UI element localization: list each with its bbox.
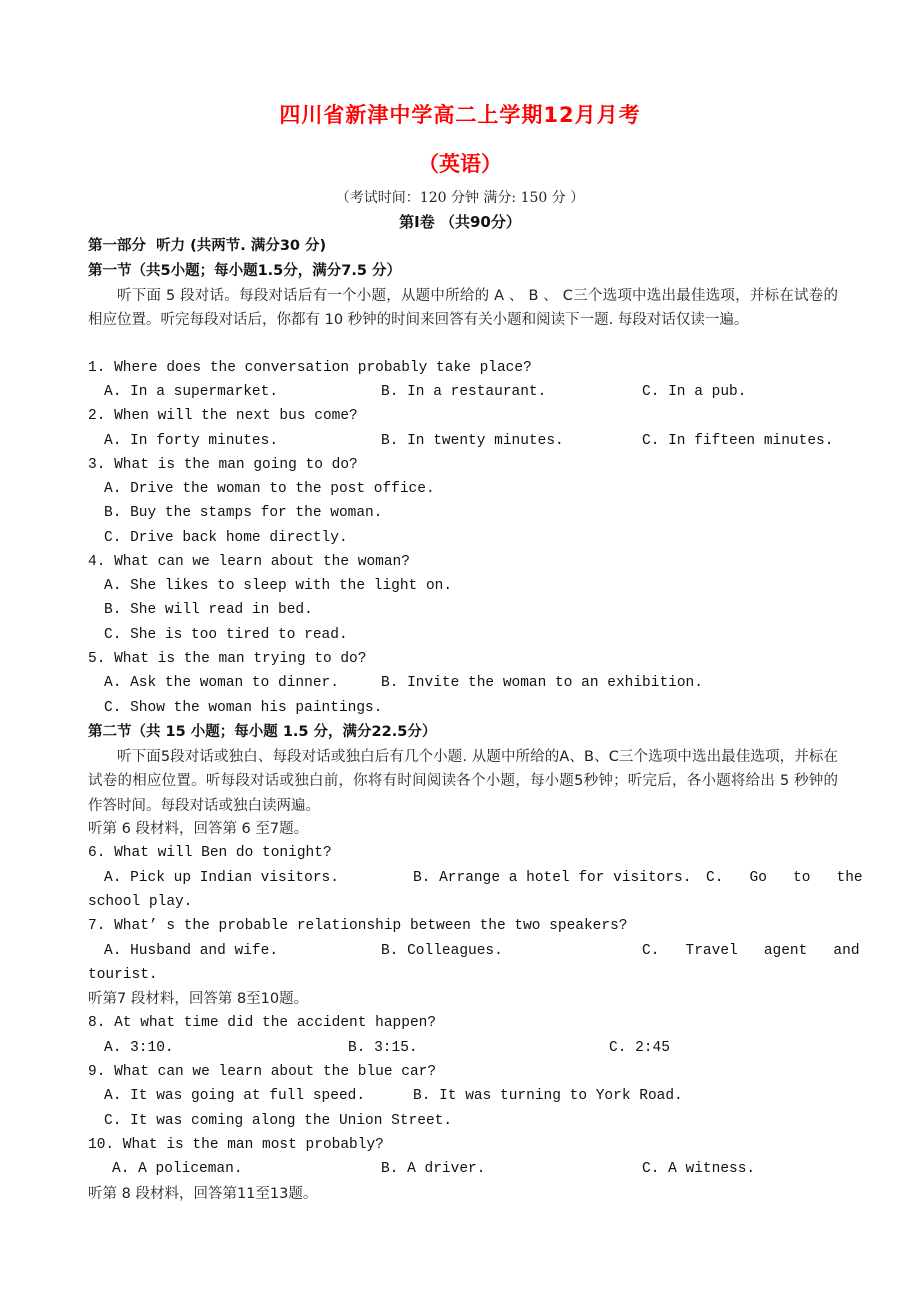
q6-option-c: C. Go to the	[706, 870, 863, 886]
page-title: 四川省新津中学高二上学期12月月考	[279, 103, 641, 127]
q4-option-b: B. She will read in bed.	[104, 602, 313, 618]
exam-info: （考试时间：120 分钟 满分: 150 分 ）	[335, 190, 585, 206]
question-6: 6. What will Ben do tonight?	[88, 845, 332, 861]
q1-option-c: C. In a pub.	[642, 384, 747, 400]
q1-option-b: B. In a restaurant.	[381, 384, 547, 400]
q8-option-b: B. 3:15.	[348, 1040, 418, 1056]
subject-subtitle: （英语）	[418, 152, 502, 176]
q3-option-c: C. Drive back home directly.	[104, 530, 348, 546]
q7-option-b: B. Colleagues.	[381, 943, 503, 959]
q9-option-a: A. It was going at full speed.	[104, 1088, 366, 1104]
question-2: 2. When will the next bus come?	[88, 408, 358, 424]
q6-option-b: B. Arrange a hotel for visitors.	[413, 870, 692, 886]
question-4: 4. What can we learn about the woman?	[88, 554, 410, 570]
q4-option-c: C. She is too tired to read.	[104, 627, 348, 643]
q2-option-b: B. In twenty minutes.	[381, 433, 564, 449]
section2-heading: 第二节（共 15 小题；每小题 1.5 分，满分22.5分）	[88, 724, 437, 740]
material-8-instruction: 听第 8 段材料，回答第11至13题。	[88, 1186, 318, 1202]
material-6-instruction: 听第 6 段材料，回答第 6 至7题。	[88, 821, 309, 837]
q10-option-a: A. A policeman.	[112, 1161, 243, 1177]
question-10: 10. What is the man most probably?	[88, 1137, 384, 1153]
q5-option-a: A. Ask the woman to dinner.	[104, 675, 339, 691]
question-5: 5. What is the man trying to do?	[88, 651, 367, 667]
q6-option-a: A. Pick up Indian visitors.	[104, 870, 339, 886]
question-3: 3. What is the man going to do?	[88, 457, 358, 473]
volume-heading: 第Ⅰ卷 （共90分）	[399, 213, 521, 231]
q2-option-a: A. In forty minutes.	[104, 433, 279, 449]
section2-instructions: 听下面5段对话或独白、每段对话或独白后有几个小题. 从题中所给的A、B、C三个选项中选出最佳选项，并标在试卷的相应位置。听每段对话或独白前，你将有时间阅读各个小题，每小题5秒钟；听完后，各小题将给出 5 秒钟的作答时间。每段对话或独白读两遍。	[88, 749, 838, 814]
q10-option-b: B. A driver.	[381, 1161, 486, 1177]
section1-instructions: 听下面 5 段对话。每段对话后有一个小题，从题中所给的 A 、 B 、 C三个选项中选出最佳选项，并标在试卷的相应位置。听完每段对话后，你都有 10 秒钟的时间来回答有关小题和阅读下一题. 每段对话仅读一遍。	[88, 288, 838, 329]
q9-option-b: B. It was turning to York Road.	[413, 1088, 683, 1104]
question-8: 8. At what time did the accident happen?	[88, 1015, 437, 1031]
q8-option-a: A. 3:10.	[104, 1040, 174, 1056]
q3-option-b: B. Buy the stamps for the woman.	[104, 505, 383, 521]
q6-option-c-continued: school play.	[88, 894, 193, 910]
q5-option-c: C. Show the woman his paintings.	[104, 700, 383, 716]
q9-option-c: C. It was coming along the Union Street.	[104, 1113, 453, 1129]
question-9: 9. What can we learn about the blue car?	[88, 1064, 437, 1080]
part1-heading: 第一部分 听力 (共两节. 满分30 分)	[88, 238, 327, 254]
q8-option-c: C. 2:45	[609, 1040, 670, 1056]
q10-option-c: C. A witness.	[642, 1161, 756, 1177]
q5-option-b: B. Invite the woman to an exhibition.	[381, 675, 703, 691]
q3-option-a: A. Drive the woman to the post office.	[104, 481, 435, 497]
question-1: 1. Where does the conversation probably take place?	[88, 360, 532, 376]
material-7-instruction: 听第7 段材料，回答第 8至10题。	[88, 991, 309, 1007]
q1-option-a: A. In a supermarket.	[104, 384, 279, 400]
q7-option-a: A. Husband and wife.	[104, 943, 279, 959]
q4-option-a: A. She likes to sleep with the light on.	[104, 578, 453, 594]
q2-option-c: C. In fifteen minutes.	[642, 433, 834, 449]
question-7: 7. What’ s the probable relationship between the two speakers?	[88, 918, 628, 934]
section1-heading: 第一节（共5小题；每小题1.5分，满分7.5 分）	[88, 263, 402, 279]
q7-option-c: C. Travel agent and	[642, 943, 860, 959]
q7-option-c-continued: tourist.	[88, 967, 158, 983]
